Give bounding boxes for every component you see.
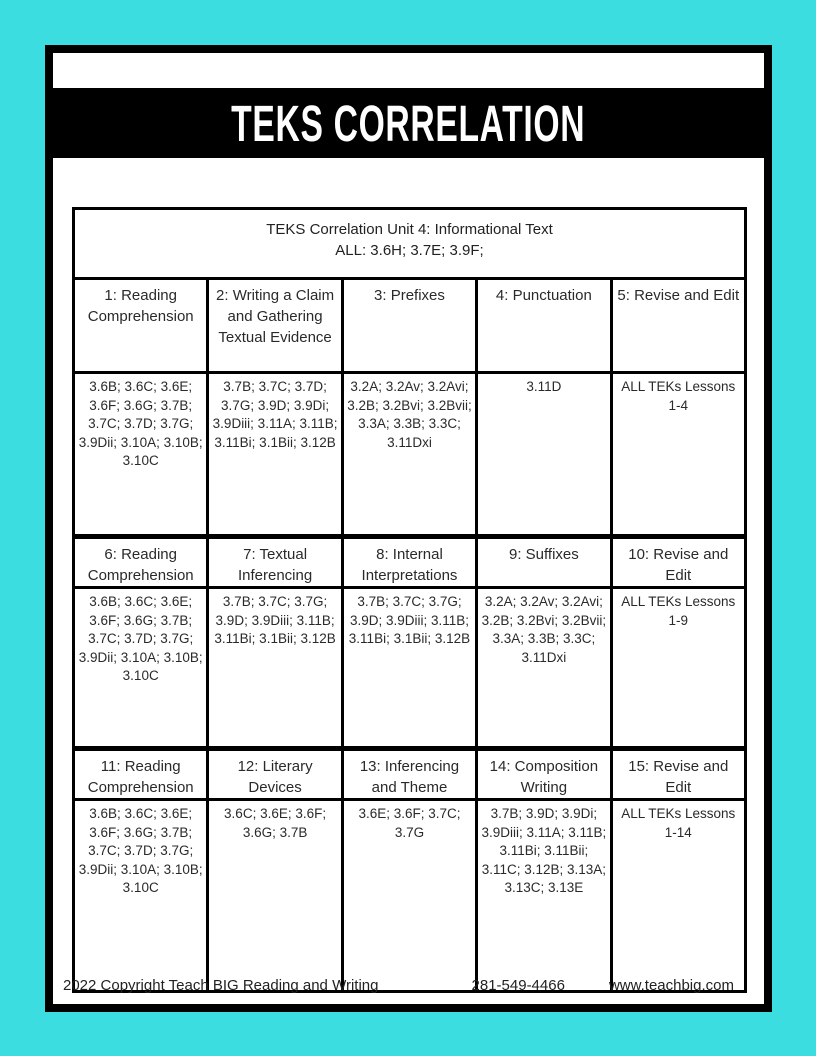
teks-cell-lesson9: 3.2A; 3.2Av; 3.2Avi; 3.2B; 3.2Bvi; 3.2Bvii; 3.3A; 3.3B; 3.3C; 3.11Dxi <box>477 588 611 749</box>
column-header-lesson8: 8: Internal Interpretations <box>342 537 476 588</box>
copyright-text: 2022 Copyright Teach BIG Reading and Writing <box>63 977 379 994</box>
column-header-lesson2: 2: Writing a Claim and Gathering Textual Evidence <box>208 279 342 373</box>
phone-number: 281-549-4466 <box>471 977 565 994</box>
section3-data-row <box>74 800 746 992</box>
column-header-lesson15: 15: Revise and Edit <box>611 749 745 800</box>
section2-data-row <box>74 588 746 749</box>
teks-cell-lesson7: 3.7B; 3.7C; 3.7G; 3.9D; 3.9Diii; 3.11B; 3.11Bi; 3.1Bii; 3.12B <box>208 588 342 749</box>
teks-cell-lesson3: 3.2A; 3.2Av; 3.2Avi; 3.2B; 3.2Bvi; 3.2Bvii; 3.3A; 3.3B; 3.3C; 3.11Dxi <box>342 373 476 537</box>
section1-header-row <box>74 279 746 373</box>
teks-cell-lesson13: 3.6E; 3.6F; 3.7C; 3.7G <box>342 800 476 992</box>
page-title: TEKS CORRELATION <box>231 94 586 152</box>
teks-cell-lesson4: 3.11D <box>477 373 611 537</box>
teks-cell-lesson8: 3.7B; 3.7C; 3.7G; 3.9D; 3.9Diii; 3.11B; 3.11Bi; 3.1Bii; 3.12B <box>342 588 476 749</box>
page-footer <box>63 977 746 994</box>
table-title-cell <box>74 209 746 279</box>
title-banner <box>53 88 764 158</box>
teks-cell-lesson5: ALL TEKs Lessons 1-4 <box>611 373 745 537</box>
column-header-lesson5: 5: Revise and Edit <box>611 279 745 373</box>
column-header-lesson12: 12: Literary Devices <box>208 749 342 800</box>
teks-cell-lesson10: ALL TEKs Lessons 1-9 <box>611 588 745 749</box>
column-header-lesson14: 14: Composition Writing <box>477 749 611 800</box>
teks-cell-lesson6: 3.6B; 3.6C; 3.6E; 3.6F; 3.6G; 3.7B; 3.7C; 3.7D; 3.7G; 3.9Dii; 3.10A; 3.10B; 3.10C <box>74 588 208 749</box>
teks-cell-lesson12: 3.6C; 3.6E; 3.6F; 3.6G; 3.7B <box>208 800 342 992</box>
teks-cell-lesson14: 3.7B; 3.9D; 3.9Di; 3.9Diii; 3.11A; 3.11B; 3.11Bi; 3.11Bii; 3.11C; 3.12B; 3.13A; 3.13C; 3.13E <box>477 800 611 992</box>
teks-cell-lesson1: 3.6B; 3.6C; 3.6E; 3.6F; 3.6G; 3.7B; 3.7C; 3.7D; 3.7G; 3.9Dii; 3.10A; 3.10B; 3.10C <box>74 373 208 537</box>
teks-cell-lesson2: 3.7B; 3.7C; 3.7D; 3.7G; 3.9D; 3.9Di; 3.9Diii; 3.11A; 3.11B; 3.11Bi; 3.1Bii; 3.12B <box>208 373 342 537</box>
column-header-lesson11: 11: Reading Comprehension <box>74 749 208 800</box>
column-header-lesson9: 9: Suffixes <box>477 537 611 588</box>
section3-header-row <box>74 749 746 800</box>
column-header-lesson1: 1: Reading Comprehension <box>74 279 208 373</box>
table-title-row <box>74 209 746 279</box>
column-header-lesson6: 6: Reading Comprehension <box>74 537 208 588</box>
column-header-lesson3: 3: Prefixes <box>342 279 476 373</box>
section2-header-row <box>74 537 746 588</box>
teks-correlation-table <box>72 207 747 993</box>
column-header-lesson4: 4: Punctuation <box>477 279 611 373</box>
column-header-lesson10: 10: Revise and Edit <box>611 537 745 588</box>
website-url: www.teachbig.com <box>608 977 734 994</box>
document-page <box>45 45 772 1012</box>
teks-cell-lesson11: 3.6B; 3.6C; 3.6E; 3.6F; 3.6G; 3.7B; 3.7C; 3.7D; 3.7G; 3.9Dii; 3.10A; 3.10B; 3.10C <box>74 800 208 992</box>
section1-data-row <box>74 373 746 537</box>
teks-cell-lesson15: ALL TEKs Lessons 1-14 <box>611 800 745 992</box>
column-header-lesson13: 13: Inferencing and Theme <box>342 749 476 800</box>
table-title-line2: ALL: 3.6H; 3.7E; 3.9F; <box>335 242 484 259</box>
column-header-lesson7: 7: Textual Inferencing <box>208 537 342 588</box>
table-title-line1: TEKS Correlation Unit 4: Informational Text <box>266 221 553 238</box>
